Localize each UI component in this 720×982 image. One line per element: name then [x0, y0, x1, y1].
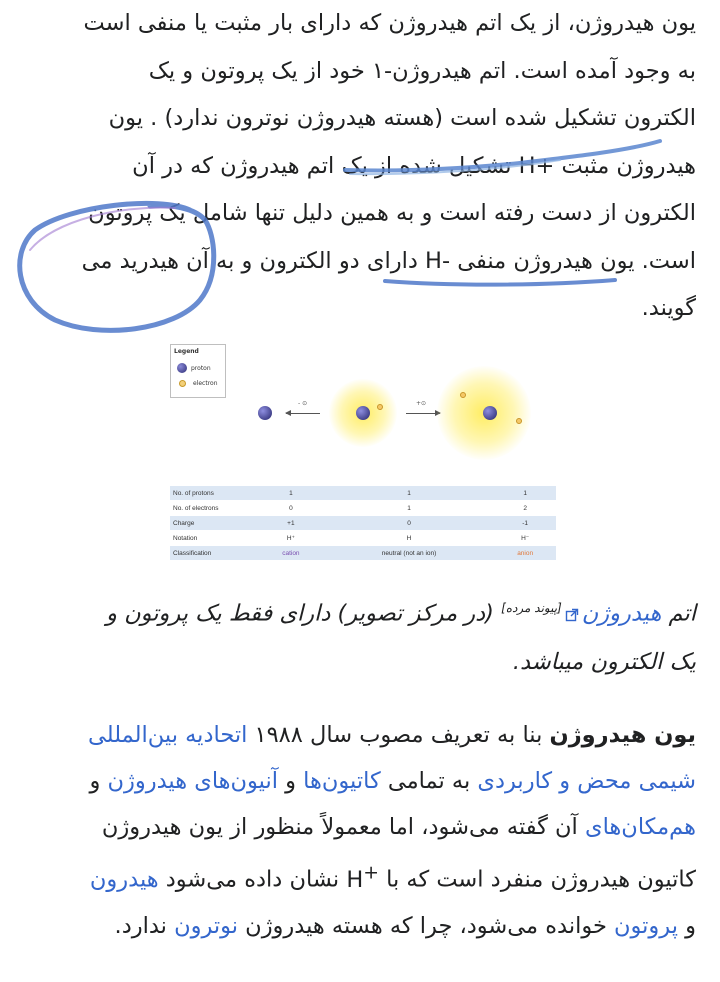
neutron-link[interactable]: نوترون [174, 912, 239, 939]
text-line: هم‌مکان‌های آن گفته می‌شود، اما معمولاً منظور از یون هیدروژن [101, 814, 696, 840]
text-line: یون هیدروژن، از یک اتم هیدروژن که دارای بار مثبت یا منفی است [83, 10, 696, 36]
pure-applied-chemistry-link[interactable]: شیمی محض و کاربردی [477, 768, 696, 794]
anion-electron [460, 392, 466, 398]
anion-electron [516, 418, 522, 424]
atom-diagram [166, 364, 556, 504]
legend-label: electron [193, 380, 218, 387]
text-line: شیمی محض و کاربردی به تمامی کاتیون‌ها و آنیون‌های هیدروژن و [89, 768, 696, 794]
text-line: به وجود آمده است. اتم هیدروژن-۱ خود از یک پروتون و یک [148, 57, 696, 84]
neutral-electron [377, 404, 383, 410]
arrow-right-icon [406, 413, 440, 414]
text-line: الکترون تشکیل شده است (هسته هیدروژن نوترون ندارد) . یون [108, 105, 696, 131]
cations-link[interactable]: کاتیون‌ها [303, 768, 381, 794]
legend-label: proton [191, 364, 211, 372]
table-row: No. of electrons 0 1 2 [170, 501, 556, 516]
hydrogen-anions-link[interactable]: آنیون‌های هیدروژن [107, 768, 278, 794]
text-line: گویند. [641, 295, 696, 321]
ion-properties-table [170, 486, 556, 561]
caption-text: اتم [661, 600, 696, 627]
intro-paragraph [20, 0, 696, 333]
text-line: است. یون هیدروژن منفی -H دارای دو الکترون و به آن هیدرید می [81, 247, 696, 274]
neutral-nucleus [356, 406, 370, 420]
arrow-left-icon [286, 413, 320, 414]
isotopes-link[interactable]: هم‌مکان‌های [584, 814, 696, 840]
text-line: الکترون از دست رفته است و به همین دلیل تنها شامل یک پروتون [88, 200, 696, 226]
table-row: No. of protons 1 1 1 [170, 486, 556, 501]
text-line: یون هیدروژن بنا به تعریف مصوب سال ۱۹۸۸ اتحادیه بین‌المللی [88, 722, 696, 748]
dead-link-note[interactable]: [پیوند مرده] [501, 601, 562, 615]
text-line: هیدروژن مثبت +H تشکیل شده از یک اتم هیدروژن که در آن [132, 152, 696, 179]
table-row: Charge +1 0 -1 [170, 516, 556, 531]
anion-nucleus [483, 406, 497, 420]
arrow-right-label: +⊙ [416, 400, 427, 407]
hydrogen-link[interactable]: هیدروژن [581, 600, 662, 627]
external-link-icon [565, 608, 579, 622]
table-row: Notation H⁺ H H⁻ [170, 531, 556, 546]
text-line: کاتیون هیدروژن منفرد است که با H+ نشان داده می‌شود هیدرون [89, 862, 696, 893]
bold-term: یون هیدروژن [549, 722, 696, 748]
figure-caption [40, 584, 696, 686]
hydrogen-ions-figure [166, 344, 556, 562]
caption-text: (در مرکز تصویر) دارای فقط یک پروتون و [106, 600, 502, 627]
definition-paragraph [20, 712, 696, 949]
table-row: Classification cation neutral (not an ion) anion [170, 546, 556, 561]
iupac-link[interactable]: اتحادیه بین‌المللی [88, 722, 248, 748]
arrow-left-label: - ⊙ [298, 400, 308, 407]
h-plus-symbol: H+ [346, 862, 379, 893]
text-line: و پروتون خوانده می‌شود، چرا که هسته هیدروژن نوترون ندارد. [114, 912, 696, 939]
legend-title: Legend [174, 348, 199, 355]
caption-line: یک الکترون میباشد. [512, 648, 696, 675]
caption-line [40, 584, 696, 638]
proton-link[interactable]: پروتون [614, 912, 678, 939]
cation-nucleus [258, 406, 272, 420]
hydron-link[interactable]: هیدرون [89, 866, 159, 893]
